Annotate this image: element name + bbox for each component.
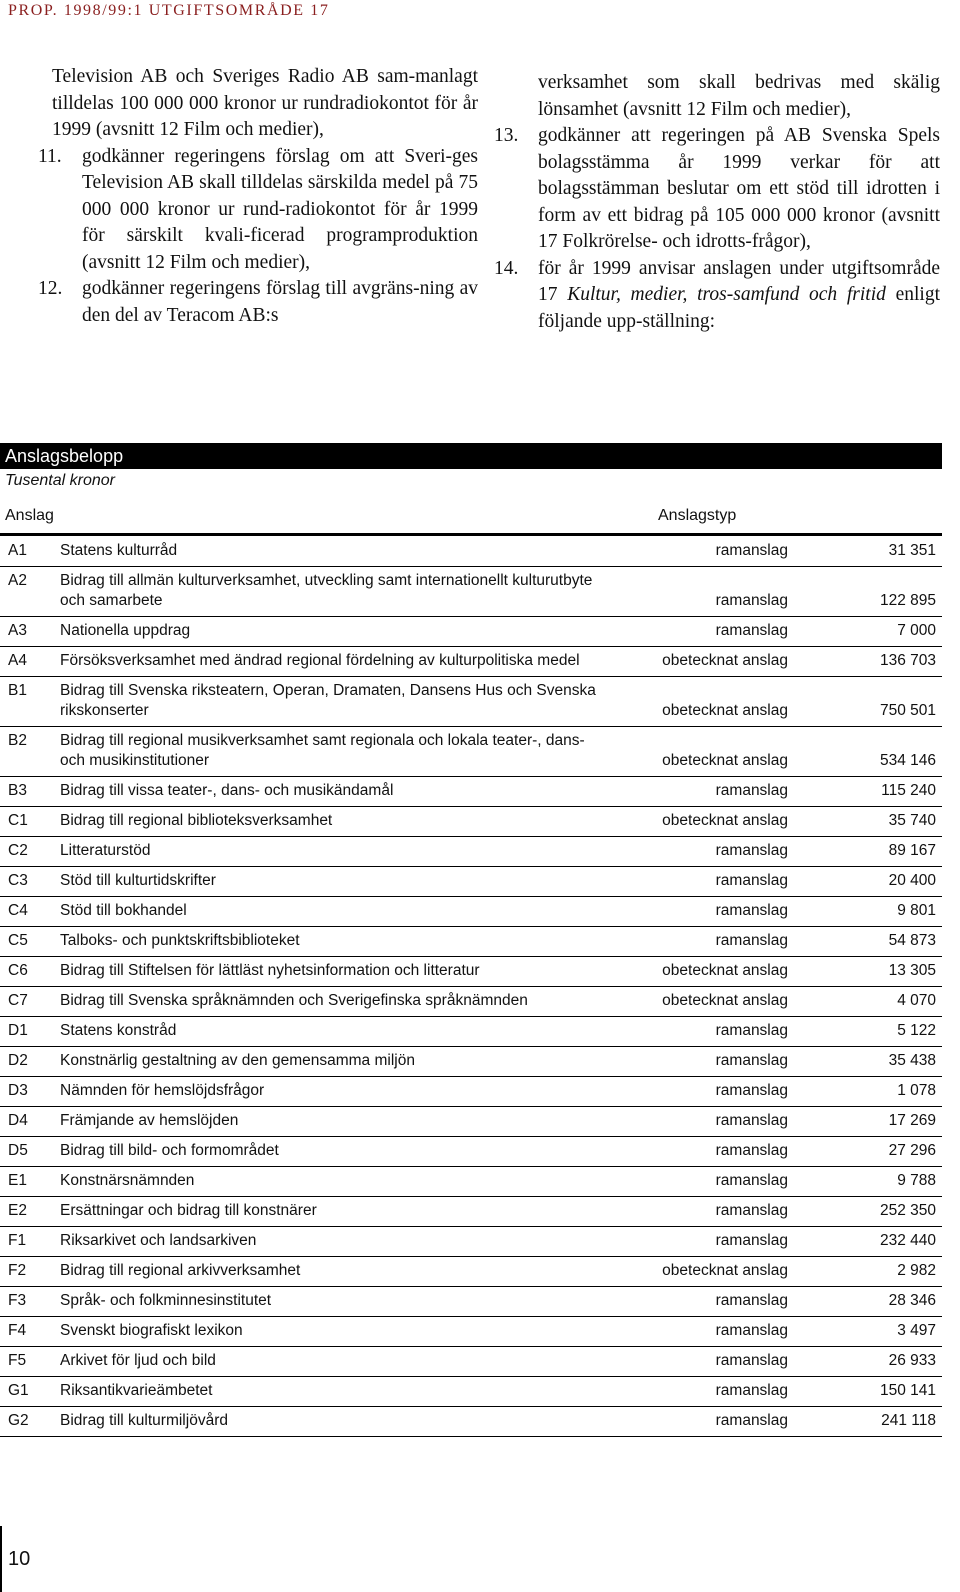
row-amount: 9 788 xyxy=(794,1167,942,1197)
table-row xyxy=(0,1107,942,1137)
row-code: E2 xyxy=(0,1197,60,1227)
row-type: obetecknat anslag xyxy=(608,1257,794,1287)
row-amount: 54 873 xyxy=(794,927,942,957)
row-amount: 750 501 xyxy=(794,677,942,727)
row-amount: 4 070 xyxy=(794,987,942,1017)
row-amount: 241 118 xyxy=(794,1407,942,1437)
header-rule xyxy=(0,533,942,536)
list-item xyxy=(494,123,940,256)
row-name: Bidrag till regional biblioteksverksamhet xyxy=(60,807,608,837)
row-amount: 2 982 xyxy=(794,1257,942,1287)
row-code: D4 xyxy=(0,1107,60,1137)
row-name: Statens konstråd xyxy=(60,1017,608,1047)
row-code: E1 xyxy=(0,1167,60,1197)
row-name: Bidrag till regional musikverksamhet samt regionala och lokala teater-, dans- och musikinstitutioner xyxy=(60,727,608,777)
appropriations-table xyxy=(0,537,942,1437)
column-header-anslag: Anslag xyxy=(5,507,54,524)
table-row xyxy=(0,807,942,837)
row-name: Språk- och folkminnesinstitutet xyxy=(60,1287,608,1317)
row-code: G1 xyxy=(0,1377,60,1407)
table-row xyxy=(0,647,942,677)
row-amount: 27 296 xyxy=(794,1137,942,1167)
margin-rule xyxy=(0,1526,2,1592)
row-amount: 89 167 xyxy=(794,837,942,867)
row-name: Bidrag till Svenska riksteatern, Operan, Dramaten, Dansens Hus och Svenska rikskonserter xyxy=(60,677,608,727)
row-name: Bidrag till Stiftelsen för lättläst nyhetsinformation och litteratur xyxy=(60,957,608,987)
row-type: ramanslag xyxy=(608,1047,794,1077)
row-type: ramanslag xyxy=(608,927,794,957)
row-amount: 28 346 xyxy=(794,1287,942,1317)
row-amount: 35 740 xyxy=(794,807,942,837)
row-code: D5 xyxy=(0,1137,60,1167)
item-number: 14. xyxy=(494,257,519,279)
row-name: Litteraturstöd xyxy=(60,837,608,867)
table-row xyxy=(0,777,942,807)
row-code: A1 xyxy=(0,537,60,567)
row-type: ramanslag xyxy=(608,1197,794,1227)
row-name: Stöd till bokhandel xyxy=(60,897,608,927)
row-name: Bidrag till bild- och formområdet xyxy=(60,1137,608,1167)
row-amount: 3 497 xyxy=(794,1317,942,1347)
row-amount: 122 895 xyxy=(794,567,942,617)
table-row xyxy=(0,1017,942,1047)
table-row xyxy=(0,837,942,867)
row-type: ramanslag xyxy=(608,837,794,867)
row-type: obetecknat anslag xyxy=(608,957,794,987)
row-amount: 26 933 xyxy=(794,1347,942,1377)
row-name: Konstnärsnämnden xyxy=(60,1167,608,1197)
row-amount: 20 400 xyxy=(794,867,942,897)
row-name: Riksarkivet och landsarkiven xyxy=(60,1227,608,1257)
row-code: B3 xyxy=(0,777,60,807)
table-row xyxy=(0,1287,942,1317)
item-number: 12. xyxy=(38,278,63,299)
row-code: C3 xyxy=(0,867,60,897)
table-row xyxy=(0,677,942,727)
table-row xyxy=(0,727,942,777)
row-type: ramanslag xyxy=(608,1317,794,1347)
item-text: godkänner att regeringen på AB Svenska Spels bolagsstämma år 1999 verkar för att bolagsstämman beslutar om ett stöd till idrotten i form av ett bidrag på 105 000 000 kronor (avsnitt 17 Folkrörelse- och idrotts-frågor), xyxy=(538,125,940,252)
row-type: ramanslag xyxy=(608,1167,794,1197)
list-item xyxy=(38,144,478,277)
row-type: ramanslag xyxy=(608,1287,794,1317)
row-code: D3 xyxy=(0,1077,60,1107)
row-type: ramanslag xyxy=(608,1407,794,1437)
item-text: godkänner regeringens förslag till avgräns-ning av den del av Teracom AB:s xyxy=(82,278,478,326)
row-name: Bidrag till allmän kulturverksamhet, utveckling samt internationellt kulturutbyte och samarbete xyxy=(60,567,608,617)
running-header: PROP. 1998/99:1 UTGIFTSOMRÅDE 17 xyxy=(8,2,330,19)
item-text-post: enligt följande upp-ställning: xyxy=(538,284,940,332)
row-code: D1 xyxy=(0,1017,60,1047)
intro-paragraph: Television AB och Sveriges Radio AB sam-manlagt tilldelas 100 000 000 kronor ur rundradiokontot för år 1999 (avsnitt 12 Film och medier), xyxy=(52,66,478,140)
row-code: D2 xyxy=(0,1047,60,1077)
row-code: C5 xyxy=(0,927,60,957)
row-amount: 7 000 xyxy=(794,617,942,647)
row-name: Bidrag till Svenska språknämnden och Sverigefinska språknämnden xyxy=(60,987,608,1017)
list-item xyxy=(38,276,478,329)
row-name: Statens kulturråd xyxy=(60,537,608,567)
row-type: obetecknat anslag xyxy=(608,987,794,1017)
continued-paragraph: verksamhet som skall bedrivas med skälig lönsamhet (avsnitt 12 Film och medier), xyxy=(538,72,940,120)
row-code: A2 xyxy=(0,567,60,617)
row-code: B1 xyxy=(0,677,60,727)
row-type: obetecknat anslag xyxy=(608,727,794,777)
row-type: ramanslag xyxy=(608,777,794,807)
row-code: C2 xyxy=(0,837,60,867)
item-text-italic: Kultur, medier, tros-samfund och fritid xyxy=(567,284,886,305)
row-amount: 136 703 xyxy=(794,647,942,677)
right-text-column xyxy=(494,70,940,335)
row-code: F1 xyxy=(0,1227,60,1257)
row-type: obetecknat anslag xyxy=(608,647,794,677)
row-code: A3 xyxy=(0,617,60,647)
row-amount: 5 122 xyxy=(794,1017,942,1047)
table-row xyxy=(0,1227,942,1257)
row-type: ramanslag xyxy=(608,567,794,617)
table-row xyxy=(0,1137,942,1167)
item-text xyxy=(538,258,940,332)
row-type: ramanslag xyxy=(608,897,794,927)
table-body xyxy=(0,537,942,1437)
row-name: Bidrag till vissa teater-, dans- och musikändamål xyxy=(60,777,608,807)
row-type: ramanslag xyxy=(608,1347,794,1377)
item-number: 11. xyxy=(38,145,62,167)
row-code: B2 xyxy=(0,727,60,777)
row-amount: 35 438 xyxy=(794,1047,942,1077)
row-name: Bidrag till kulturmiljövård xyxy=(60,1407,608,1437)
row-name: Försöksverksamhet med ändrad regional fördelning av kulturpolitiska medel xyxy=(60,647,608,677)
table-row xyxy=(0,987,942,1017)
row-type: ramanslag xyxy=(608,537,794,567)
table-row xyxy=(0,867,942,897)
row-name: Riksantikvarieämbetet xyxy=(60,1377,608,1407)
row-name: Stöd till kulturtidskrifter xyxy=(60,867,608,897)
row-name: Talboks- och punktskriftsbiblioteket xyxy=(60,927,608,957)
table-row xyxy=(0,1257,942,1287)
row-type: ramanslag xyxy=(608,1137,794,1167)
table-row xyxy=(0,1377,942,1407)
row-code: C4 xyxy=(0,897,60,927)
row-code: F3 xyxy=(0,1287,60,1317)
row-type: ramanslag xyxy=(608,1227,794,1257)
row-amount: 150 141 xyxy=(794,1377,942,1407)
table-row xyxy=(0,617,942,647)
row-name: Främjande av hemslöjden xyxy=(60,1107,608,1137)
row-type: ramanslag xyxy=(608,1107,794,1137)
row-name: Nationella uppdrag xyxy=(60,617,608,647)
row-code: C7 xyxy=(0,987,60,1017)
page-number: 10 xyxy=(8,1548,31,1570)
row-amount: 17 269 xyxy=(794,1107,942,1137)
row-name: Arkivet för ljud och bild xyxy=(60,1347,608,1377)
row-amount: 1 078 xyxy=(794,1077,942,1107)
table-row xyxy=(0,1197,942,1227)
row-type: ramanslag xyxy=(608,617,794,647)
row-type: ramanslag xyxy=(608,867,794,897)
unit-label: Tusental kronor xyxy=(5,472,115,489)
table-row xyxy=(0,957,942,987)
row-amount: 252 350 xyxy=(794,1197,942,1227)
row-code: F2 xyxy=(0,1257,60,1287)
row-type: obetecknat anslag xyxy=(608,807,794,837)
row-name: Nämnden för hemslöjdsfrågor xyxy=(60,1077,608,1107)
row-amount: 534 146 xyxy=(794,727,942,777)
table-row xyxy=(0,537,942,567)
table-row xyxy=(0,1347,942,1377)
table-row xyxy=(0,927,942,957)
table-row xyxy=(0,1167,942,1197)
table-row xyxy=(0,1407,942,1437)
row-code: C6 xyxy=(0,957,60,987)
column-header-anslagstyp: Anslagstyp xyxy=(658,507,737,524)
row-code: A4 xyxy=(0,647,60,677)
row-amount: 31 351 xyxy=(794,537,942,567)
row-amount: 9 801 xyxy=(794,897,942,927)
row-type: ramanslag xyxy=(608,1377,794,1407)
row-type: obetecknat anslag xyxy=(608,677,794,727)
table-row xyxy=(0,897,942,927)
table-row xyxy=(0,1317,942,1347)
row-amount: 115 240 xyxy=(794,777,942,807)
table-row xyxy=(0,1077,942,1107)
row-code: C1 xyxy=(0,807,60,837)
table-row xyxy=(0,1047,942,1077)
row-code: F5 xyxy=(0,1347,60,1377)
item-text: godkänner regeringens förslag om att Sveri-ges Television AB skall tilldelas särskilda medel på 75 000 000 kronor ur rund-radiokontot för år 1999 för särskilt kvali-ficerad programproduktion (avsnitt 12 Film och medier), xyxy=(82,145,478,273)
row-type: ramanslag xyxy=(608,1077,794,1107)
row-name: Bidrag till regional arkivverksamhet xyxy=(60,1257,608,1287)
row-amount: 232 440 xyxy=(794,1227,942,1257)
section-title-bar: Anslagsbelopp xyxy=(0,443,942,469)
left-text-column xyxy=(38,64,478,329)
list-item xyxy=(494,256,940,336)
table-row xyxy=(0,567,942,617)
item-number: 13. xyxy=(494,125,519,146)
row-name: Ersättningar och bidrag till konstnärer xyxy=(60,1197,608,1227)
row-type: ramanslag xyxy=(608,1017,794,1047)
row-name: Konstnärlig gestaltning av den gemensamma miljön xyxy=(60,1047,608,1077)
row-amount: 13 305 xyxy=(794,957,942,987)
row-code: G2 xyxy=(0,1407,60,1437)
item-text-pre: för år 1999 anvisar anslagen under utgiftsområde 17 xyxy=(538,257,940,305)
row-code: F4 xyxy=(0,1317,60,1347)
row-name: Svenskt biografiskt lexikon xyxy=(60,1317,608,1347)
